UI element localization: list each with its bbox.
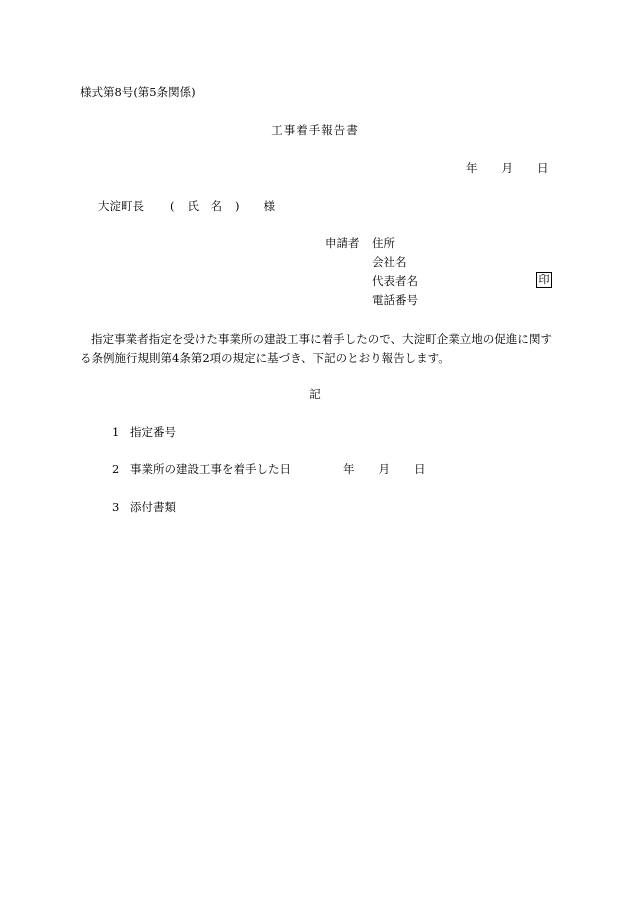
addressee-paren-open: ( [170,199,175,213]
item-label: 添付書類 [130,500,176,514]
document-title: 工事着手報告書 [271,123,359,137]
seal-mark: 印 [536,272,552,288]
date-month: 月 [501,161,513,175]
form-number: 様式第8号(第5条関係) [80,85,196,99]
item-number: 3 [112,500,120,514]
report-date [466,160,549,176]
applicant-address-label: 住所 [372,236,395,250]
item-attachments [112,499,176,515]
addressee-mayor: 大淀町長 [98,199,144,213]
start-date-year: 年 [343,462,355,476]
applicant-label: 申請者 [325,236,360,250]
start-date-day: 日 [414,462,426,476]
item-number: 2 [112,462,120,476]
item-label: 指定番号 [130,425,176,439]
addressee-name-placeholder: 氏 名 [187,199,222,213]
addressee [98,198,275,214]
applicant-company-label: 会社名 [372,255,407,269]
ki-heading: 記 [309,387,321,401]
item-construction-start-date [112,461,291,477]
date-day: 日 [537,161,549,175]
start-date-month: 月 [378,462,390,476]
addressee-honorific: 様 [263,199,275,213]
construction-start-date-fields [343,461,426,477]
applicant-representative-label: 代表者名 [372,274,418,288]
report-body-text: 指定事業者指定を受けた事業所の建設工事に着手したので、大淀町企業立地の促進に関する条例施行規則第4条第2項の規定に基づき、下記のとおり報告します。 [80,332,552,365]
applicant-phone-label: 電話番号 [372,293,418,307]
date-year: 年 [466,161,478,175]
item-label: 事業所の建設工事を着手した日 [130,462,291,476]
item-designation-number [112,424,176,440]
item-number: 1 [112,425,120,439]
addressee-paren-close: ) [235,199,240,213]
